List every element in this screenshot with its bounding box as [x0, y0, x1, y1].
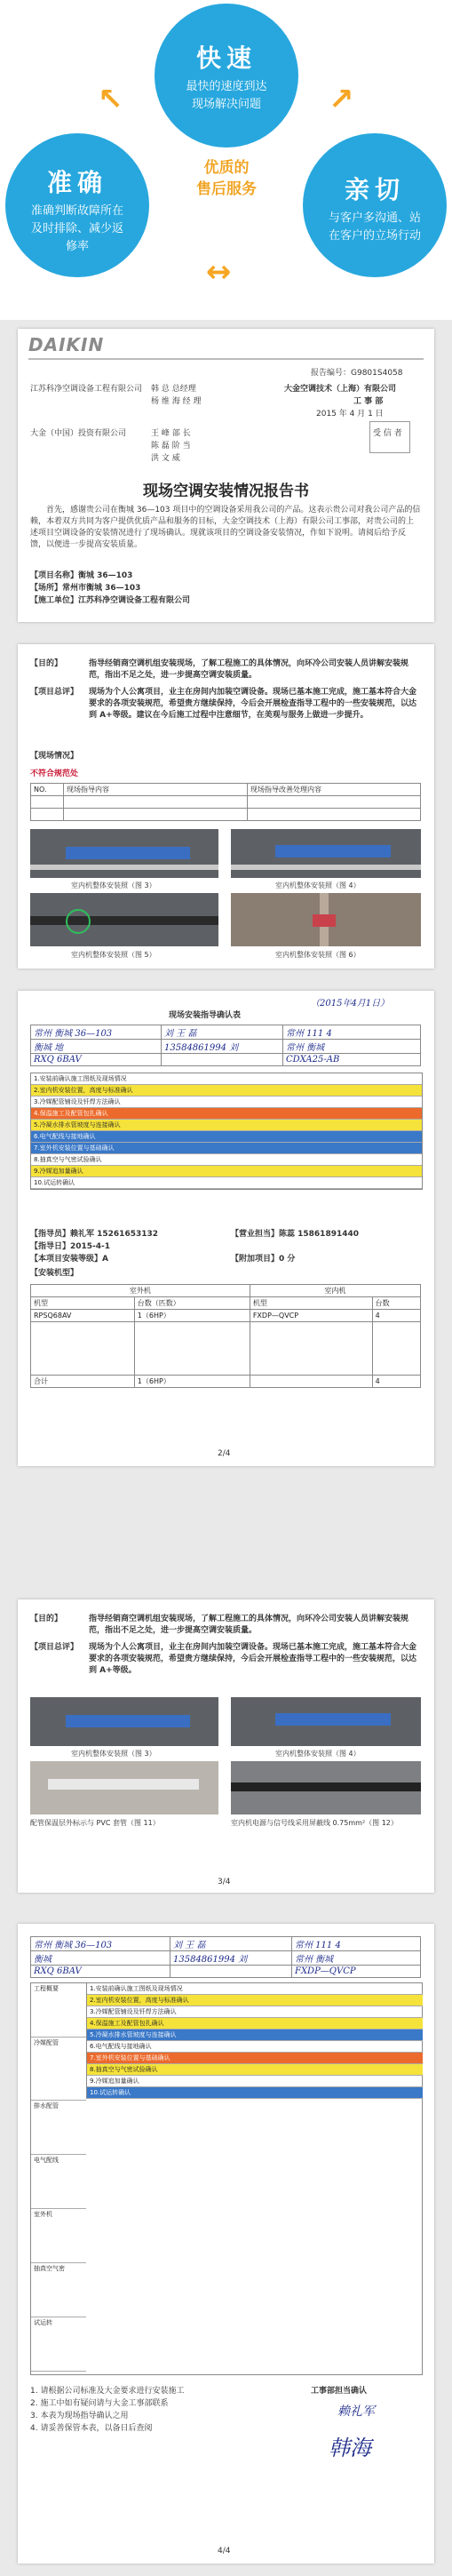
page4-purpose-label: 【目的】 — [30, 1615, 63, 1623]
page4-caption-1: 室内机整体安装照（图 3） — [71, 1750, 156, 1758]
form5-item-2: 2.室内机安装位置，高度与标准确认 — [87, 1995, 423, 2006]
unit-sub-count-1: 台数（匹数） — [134, 1297, 250, 1310]
unit-total-outdoor: 1（6HP） — [134, 1376, 250, 1388]
issue-date: 2015 年 4 月 1 日 — [316, 410, 384, 419]
checklist-item-1: 1.安装前确认施工图纸及现场情况 — [31, 1073, 422, 1085]
situation-label: 【现场情况】 — [30, 752, 79, 761]
evaluation-label: 【项目总评】 — [30, 688, 79, 697]
friendly-title: 亲切 — [344, 175, 405, 204]
checklist-item-5: 5.冷凝水排水管坡度与连接确认 — [31, 1120, 422, 1131]
unit-total-indoor — [250, 1376, 372, 1388]
accurate-desc-line-1: 准确判断故障所在 — [30, 204, 123, 218]
form-cell-area: 常州 衡城 — [283, 1040, 421, 1054]
service-hero — [0, 0, 452, 320]
guide-date: 【指导日】2015-4-1 — [30, 1242, 111, 1251]
guidance-col-content: 现场指导内容 — [64, 784, 248, 796]
page-footer-3: 2/4 — [218, 1449, 231, 1458]
form5-section-1: 工程概要 — [31, 1983, 86, 2038]
checklist — [30, 1073, 423, 1190]
fast-bubble — [155, 4, 298, 148]
form5-sign-label: 工事部担当确认 — [311, 2387, 368, 2396]
form-cell-phone: 13584861994 刘 — [162, 1040, 283, 1054]
report-number: 报告编号：G9801S4058 — [311, 369, 403, 378]
form-title: 现场安装指导确认表 — [169, 1011, 242, 1020]
form5-cell-project: 常州 衡城 36—103 — [31, 1937, 170, 1951]
page4-photo-3 — [30, 1761, 218, 1814]
unit-head-indoor: 室内机 — [250, 1285, 420, 1297]
form5-item-10: 10.试运转确认 — [87, 2087, 423, 2099]
center-title-line-2: 售后服务 — [196, 180, 257, 198]
guidance-table — [30, 783, 421, 821]
form5-sections — [30, 1982, 423, 2375]
unit-row-1-outdoor-count: 1（6HP） — [134, 1310, 250, 1322]
unit-row-1-indoor-count: 4 — [372, 1310, 420, 1322]
unit-total-count: 4 — [372, 1376, 420, 1388]
nonconformity-label: 不符合规范处 — [30, 770, 79, 778]
form-cell-project: 常州 衡城 36—103 — [31, 1025, 162, 1040]
form-date-note: （2015年4月1日） — [311, 999, 390, 1009]
friendly-desc-line-1: 与客户多沟通、站 — [328, 211, 421, 225]
unit-sub-model-2: 机型 — [250, 1297, 372, 1310]
center-title-line-1: 优质的 — [203, 159, 250, 177]
arrow-left-right-icon: ↔ — [206, 254, 232, 290]
site-photo-2 — [231, 829, 421, 878]
form5-item-1: 1.安装前确认施工图纸及现场情况 — [87, 1983, 423, 1995]
guidance-col-improve: 现场指导改善处理内容 — [248, 784, 421, 796]
checklist-item-6: 6.电气配线与接地确认 — [31, 1131, 422, 1143]
photo-caption-1: 室内机整体安装照（图 3） — [71, 881, 156, 889]
unit-sub-count-2: 台数 — [372, 1297, 420, 1310]
fast-desc-line-1: 最快的速度到达 — [186, 80, 267, 93]
form5-cell-site: 常州 111 4 — [292, 1937, 421, 1951]
checklist-item-3: 3.冷媒配管铺设及钎焊方法确认 — [31, 1097, 422, 1108]
fast-desc-line-2: 现场解决问题 — [191, 98, 261, 111]
checklist-item-10: 10.试运转确认 — [31, 1177, 422, 1189]
site-photo-3 — [30, 893, 218, 946]
form5-signature-1: 赖礼军 — [337, 2405, 375, 2419]
form5-item-8: 8.抽真空与气密试验确认 — [87, 2064, 423, 2076]
person-5: 洪 文 威 — [151, 454, 180, 463]
form5-note-4: 4. 请妥善保管本表，以备日后查阅 — [30, 2424, 153, 2433]
form-cell-owner: 刘 王 磊 — [162, 1025, 283, 1040]
recipient-2: 大金（中国）投资有限公司 — [30, 429, 127, 438]
form5-item-7: 7.室外机安装位置与基础确认 — [87, 2053, 423, 2064]
form5-item-9: 9.冷媒追加量确认 — [87, 2076, 423, 2087]
form5-item-6: 6.电气配线与接地确认 — [87, 2041, 423, 2053]
page-footer-5: 4/4 — [218, 2547, 231, 2556]
report-title: 现场空调安装情况报告书 — [143, 483, 309, 500]
unit-total-label: 合计 — [31, 1376, 135, 1388]
person-1: 韩 总 总经理 — [151, 385, 196, 394]
form5-section-3: 排水配管 — [31, 2101, 86, 2155]
form5-cell-owner: 刘 王 磊 — [170, 1937, 292, 1951]
accurate-title: 准确 — [46, 168, 107, 197]
form5-cell-indoor: FXDP—QVCP — [292, 1966, 421, 1978]
extra-score: 【附加项目】0 分 — [231, 1255, 296, 1264]
project-site: 【场所】常州市衡城 36—103 — [30, 584, 141, 593]
form5-cell-location: 衡城 — [31, 1951, 170, 1966]
arrow-up-left-icon: ↖ — [98, 82, 123, 117]
checklist-item-2: 2.室内机安装位置，高度与标准确认 — [31, 1085, 422, 1097]
project-name: 【项目名称】衡城 36—103 — [30, 571, 133, 580]
form5-header-table — [30, 1936, 421, 1978]
install-level: 【本项目安装等级】A — [30, 1255, 108, 1264]
guide-person: 【指导员】赖礼军 15261653132 — [30, 1230, 159, 1239]
checklist-item-7: 7.室外机安装位置与基础确认 — [31, 1143, 422, 1154]
unit-row-1-indoor: FXDP—QVCP — [250, 1310, 372, 1322]
form-header-table — [30, 1025, 421, 1066]
friendly-desc-line-2: 在客户的立场行动 — [328, 229, 421, 243]
form5-section-5: 室外机 — [31, 2209, 86, 2263]
sales-person: 【营业担当】陈蕊 15861891440 — [231, 1230, 360, 1239]
form-cell-indoor-model: CDXA25-AB — [283, 1054, 421, 1066]
arrow-up-right-icon: ↗ — [329, 82, 354, 117]
form5-section-labels — [31, 1983, 86, 2372]
photo-caption-2: 室内机整体安装照（图 4） — [275, 881, 361, 889]
purpose-label: 【目的】 — [30, 659, 63, 668]
page4-caption-2: 室内机整体安装照（图 4） — [275, 1750, 361, 1758]
accurate-desc-line-3: 修率 — [65, 240, 89, 253]
form5-section-7: 试运转 — [31, 2317, 86, 2372]
page4-photo-1 — [30, 1697, 218, 1746]
page4-photo-2 — [231, 1697, 421, 1746]
unit-head-outdoor: 室外机 — [31, 1285, 250, 1297]
guidance-col-no: NO. — [31, 784, 64, 796]
project-contractor: 【施工单位】江苏科净空调设备工程有限公司 — [30, 596, 191, 605]
checklist-item-4: 4.保温施工及配管包扎确认 — [31, 1108, 422, 1120]
site-photo-1 — [30, 829, 218, 878]
person-4: 陈 磊 阶 当 — [151, 442, 191, 451]
report-page-situation — [18, 644, 434, 969]
page4-photo-4 — [231, 1761, 421, 1814]
issuer-dept: 工 事 部 — [353, 397, 384, 406]
form5-item-3: 3.冷媒配管铺设及钎焊方法确认 — [87, 2006, 423, 2018]
form5-cell-phone: 13584861994 刘 — [170, 1951, 292, 1966]
form5-checklist — [86, 1983, 423, 2099]
daikin-logo: DAIKIN — [28, 334, 105, 355]
issuer-name: 大金空调技术（上海）有限公司 — [284, 385, 397, 394]
guidance-confirmation-page — [18, 991, 434, 1466]
center-title — [177, 157, 276, 200]
photo-caption-4: 室内机整体安装照（图 6） — [275, 951, 361, 959]
form-cell-location: 衡城 地 — [31, 1040, 162, 1054]
form5-section-6: 抽真空气密 — [31, 2263, 86, 2317]
report-page-photos — [18, 1599, 434, 1893]
page4-caption-4: 室内机电源与信号线采用屏蔽线 0.75mm²（图 12） — [231, 1819, 398, 1827]
form5-note-3: 3. 本表为现场指导确认之用 — [30, 2412, 129, 2420]
form-cell-site: 常州 111 4 — [283, 1025, 421, 1040]
form5-section-2: 冷媒配管 — [31, 2038, 86, 2101]
guidance-form-page — [18, 1924, 434, 2564]
evaluation-text: 现场为个人公寓项目，业主在房间内加装空调设备。现场已基本施工完成，施工基本符合大金要求的各项安装规范，希望贵方继续保持，今后会开展检查指导工程中的一些安装规范，以达到 A+等级。建议在今后施工过程中注意细节，在美观与服务上做进一步提升。 — [89, 688, 417, 720]
form5-signature-2: 韩海 — [329, 2436, 371, 2460]
purpose-text: 指导经销商空调机组安装现场，了解工程施工的具体情况，向环冷公司安装人员讲解安装规范，指出不足之处，进一步提高空调安装质量。 — [89, 659, 409, 680]
unit-sub-model-1: 机型 — [31, 1297, 135, 1310]
person-3: 王 峰 部 长 — [151, 429, 191, 438]
form-cell-outdoor-model: RXQ 6BAV — [31, 1054, 162, 1066]
page4-eval-text: 现场为个人公寓项目，业主在房间内加装空调设备。现场已基本施工完成，施工基本符合大金要求的各项安装规范，希望贵方继续保持，今后会开展检查指导工程中的一些安装规范，以达到 A+等级。 — [89, 1643, 417, 1675]
site-photo-4 — [231, 893, 421, 946]
page4-eval-label: 【项目总评】 — [30, 1643, 79, 1652]
form5-section-4: 电气配线 — [31, 2155, 86, 2209]
form5-item-5: 5.冷凝水排水管坡度与连接确认 — [87, 2030, 423, 2041]
photo-caption-3: 室内机整体安装照（图 5） — [71, 951, 156, 959]
page4-purpose-text: 指导经销商空调机组安装现场，了解工程施工的具体情况，向环冷公司安装人员讲解安装规范，指出不足之处，进一步提高空调安装质量。 — [89, 1615, 409, 1635]
form5-note-1: 1. 请根据公司标准及大金要求进行安装施工 — [30, 2387, 185, 2396]
report-intro: 首先，感谢贵公司在衡城 36—103 项目中的空调设备采用我公司的产品。这表示贵公司对我公司产品的信赖，本着双方共同为客户提供优质产品和服务的目标，大金空调技术（上海）有限公司工事部，对贵公司的上述项目空调设备的安装情况进行了现场确认。现就该项目的空调设备安装情况，作如下说明。请阅后给予反馈，以便进一步提高安装质量。 — [30, 506, 421, 549]
unit-table — [30, 1284, 421, 1388]
page4-caption-3: 配管保温层外标示与 PVC 套管（图 11） — [30, 1819, 160, 1827]
checklist-item-8: 8.抽真空与气密试验确认 — [31, 1154, 422, 1166]
unit-info-label: 【安装机型】 — [30, 1269, 79, 1278]
form5-item-4: 4.保温施工及配管包扎确认 — [87, 2018, 423, 2030]
recipient-seal-label: 受 信 者 — [373, 429, 402, 438]
form5-note-2: 2. 施工中如有疑问请与大金工事部联系 — [30, 2399, 169, 2408]
unit-row-1-outdoor: RPSQ68AV — [31, 1310, 135, 1322]
accurate-desc-line-2: 及时排除、减少返 — [30, 222, 123, 235]
person-2: 杨 维 海 经 理 — [151, 397, 202, 406]
accurate-bubble — [5, 133, 149, 277]
form5-cell-outdoor: RXQ 6BAV — [31, 1966, 170, 1978]
page-footer-4: 3/4 — [218, 1878, 231, 1886]
checklist-item-9: 9.冷媒追加量确认 — [31, 1166, 422, 1177]
fast-title: 快速 — [195, 44, 257, 73]
report-cover-page — [18, 329, 434, 622]
form5-cell-area: 常州 衡城 — [292, 1951, 421, 1966]
header-rule — [28, 358, 424, 360]
friendly-bubble — [303, 133, 447, 277]
recipient-1: 江苏科净空调设备工程有限公司 — [30, 385, 143, 394]
